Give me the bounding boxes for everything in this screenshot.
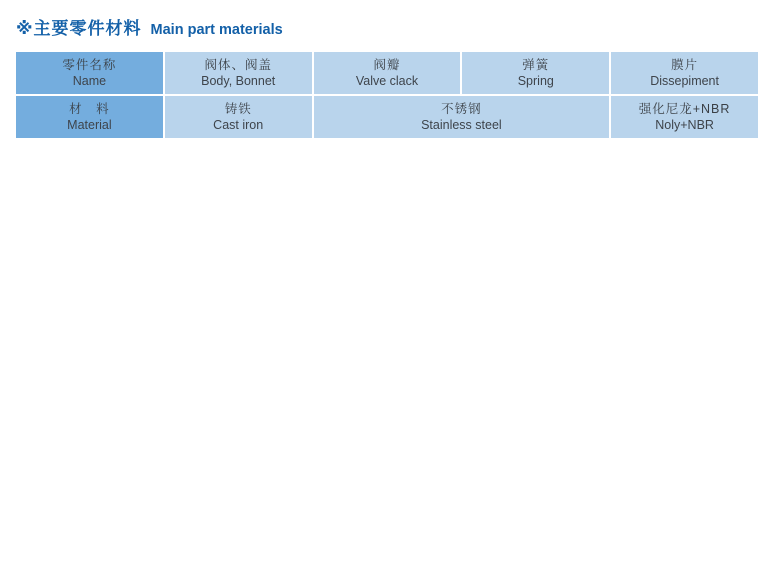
cell-zh-label: 零件名称: [62, 58, 117, 72]
main-part-materials-table: [14, 50, 760, 140]
section-title: [0, 0, 778, 39]
cell-body-bonnet: [165, 52, 312, 94]
cell-en-label: Name: [72, 74, 107, 88]
cell-zh-label: 强化尼龙+NBR: [638, 102, 731, 116]
cell-zh-label: 阀体、阀盖: [204, 58, 272, 72]
section-title-en: Main part materials: [150, 22, 283, 38]
cell-noly-nbr: [611, 96, 758, 138]
cell-stainless-steel: [314, 96, 610, 138]
cell-zh-label: 铸铁: [224, 102, 252, 116]
cell-en-label: Spring: [517, 74, 554, 88]
cell-valve-clack: [314, 52, 461, 94]
cell-zh-label: 弹簧: [522, 58, 550, 72]
table-row-part-names: [16, 52, 758, 94]
section-title-zh: ※主要零件材料: [16, 19, 142, 38]
cell-zh-label: 阀瓣: [373, 58, 401, 72]
cell-zh-label: 材 料: [69, 102, 110, 116]
cell-en-label: Stainless steel: [421, 118, 502, 132]
cell-dissepiment: [611, 52, 758, 94]
cell-zh-label: 膜片: [671, 58, 699, 72]
cell-spring: [462, 52, 609, 94]
cell-part-name-header: [16, 52, 163, 94]
cell-en-label: Material: [67, 118, 112, 132]
cell-zh-label: 不锈钢: [441, 102, 482, 116]
cell-cast-iron: [165, 96, 312, 138]
cell-en-label: Cast iron: [213, 118, 264, 132]
cell-en-label: Noly+NBR: [655, 118, 714, 132]
cell-en-label: Body, Bonnet: [201, 74, 276, 88]
cell-en-label: Dissepiment: [650, 74, 719, 88]
cell-material-header: [16, 96, 163, 138]
cell-en-label: Valve clack: [355, 74, 419, 88]
table-row-materials: [16, 96, 758, 138]
